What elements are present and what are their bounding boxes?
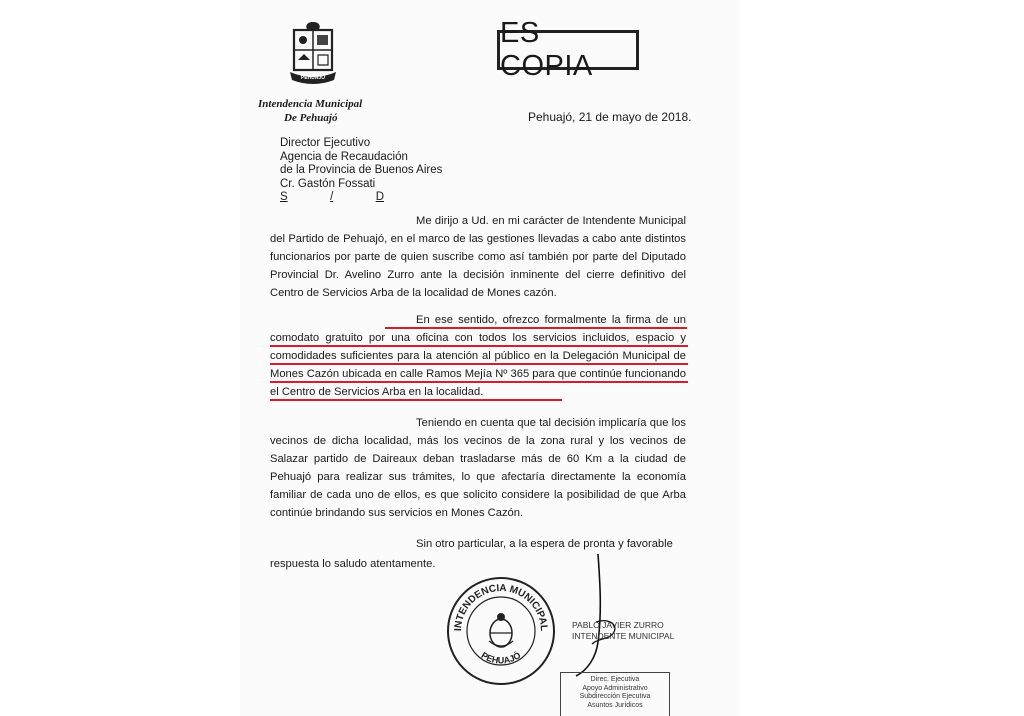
highlight-underline bbox=[270, 345, 688, 347]
seal-text: INTENDENCIA MUNICIPAL bbox=[452, 582, 550, 632]
es-copia-stamp: ES COPIA bbox=[497, 30, 639, 70]
signer-block bbox=[572, 620, 674, 642]
org-line-1: Intendencia Municipal bbox=[258, 98, 363, 110]
recipient-line: Cr. Gastón Fossati bbox=[280, 177, 376, 190]
municipality-name bbox=[258, 97, 362, 125]
recipient-line: Agencia de Recaudación bbox=[280, 150, 408, 163]
admin-stamp bbox=[560, 672, 670, 716]
signer-title: INTENDENTE MUNICIPAL bbox=[572, 631, 675, 641]
signer-name: PABLO JAVIER ZURRO bbox=[572, 620, 664, 630]
highlight-underline bbox=[270, 363, 688, 365]
highlight-underline bbox=[385, 327, 687, 329]
recipient-block bbox=[280, 137, 442, 205]
stamp-line: Subdirección Ejecutiva bbox=[579, 693, 651, 700]
sd-line bbox=[280, 191, 384, 205]
stamp-line: Asuntos Jurídicos bbox=[587, 701, 643, 709]
recipient-line: de la Provincia de Buenos Aires bbox=[280, 164, 443, 176]
paragraph-1: Me dirijo a Ud. en mi carácter de Intendente Municipal del Partido de Pehuajó, en el marco de las gestiones llevadas a cabo ante distintos funcionarios por parte de quien suscribe como así también por parte del Diputado Provincial Dr. Avelino Zurro ante la decisión inminente del cierre definitivo del Centro de Servicios Arba de la localidad de Mones cazón. bbox=[270, 215, 686, 299]
letter-date: Pehuajó, 21 de mayo de 2018. bbox=[528, 110, 692, 124]
highlight-underline bbox=[270, 381, 688, 383]
highlight-underline bbox=[270, 399, 562, 401]
org-line-2: De Pehuajó bbox=[284, 112, 338, 124]
sd-d: D bbox=[375, 191, 384, 203]
seal-bottom-text: PEHUAJÓ bbox=[479, 650, 523, 666]
paragraph-2: En ese sentido, ofrezco formalmente la firma de un comodato gratuito por una oficina con todos los servicios incluidos, espacio y comodidades suficientes para la atención al público en la Delegación Municipal de Mones Cazón ubicada en calle Ramos Mejía Nº 365 para que continúe funcionando el Centro de Servicios Arba en la localidad. bbox=[270, 314, 686, 398]
stamp-line: Apoyo Administrativo bbox=[582, 684, 648, 692]
closing-paragraph: Sin otro particular, a la espera de pronta y favorable respuesta lo saludo atentamente. bbox=[270, 538, 673, 570]
handwritten-signature bbox=[558, 552, 628, 682]
sd-slash: / bbox=[330, 191, 334, 203]
paragraph-3: Teniendo en cuenta que tal decisión implicaría que los vecinos de dicha localidad, más los vecinos de la zona rural y los vecinos de Salazar partido de Daireaux deban trasladarse más de 60 Km a la ciudad de Pehuajó para realizar sus trámites, lo que afectaría directamente la economía familiar de cada uno de ellos, es que solicito considere la posibilidad de que Arba continúe brindando sus servicios en Mones Cazón. bbox=[270, 417, 686, 519]
sd-s: S bbox=[280, 191, 288, 203]
municipal-crest-logo bbox=[288, 20, 338, 86]
crest-text: PEHUAJÓ bbox=[300, 75, 326, 81]
municipal-seal bbox=[445, 575, 557, 687]
recipient-line: Director Ejecutivo bbox=[280, 137, 371, 149]
stamp-line: Direc. Ejecutiva bbox=[590, 676, 640, 683]
